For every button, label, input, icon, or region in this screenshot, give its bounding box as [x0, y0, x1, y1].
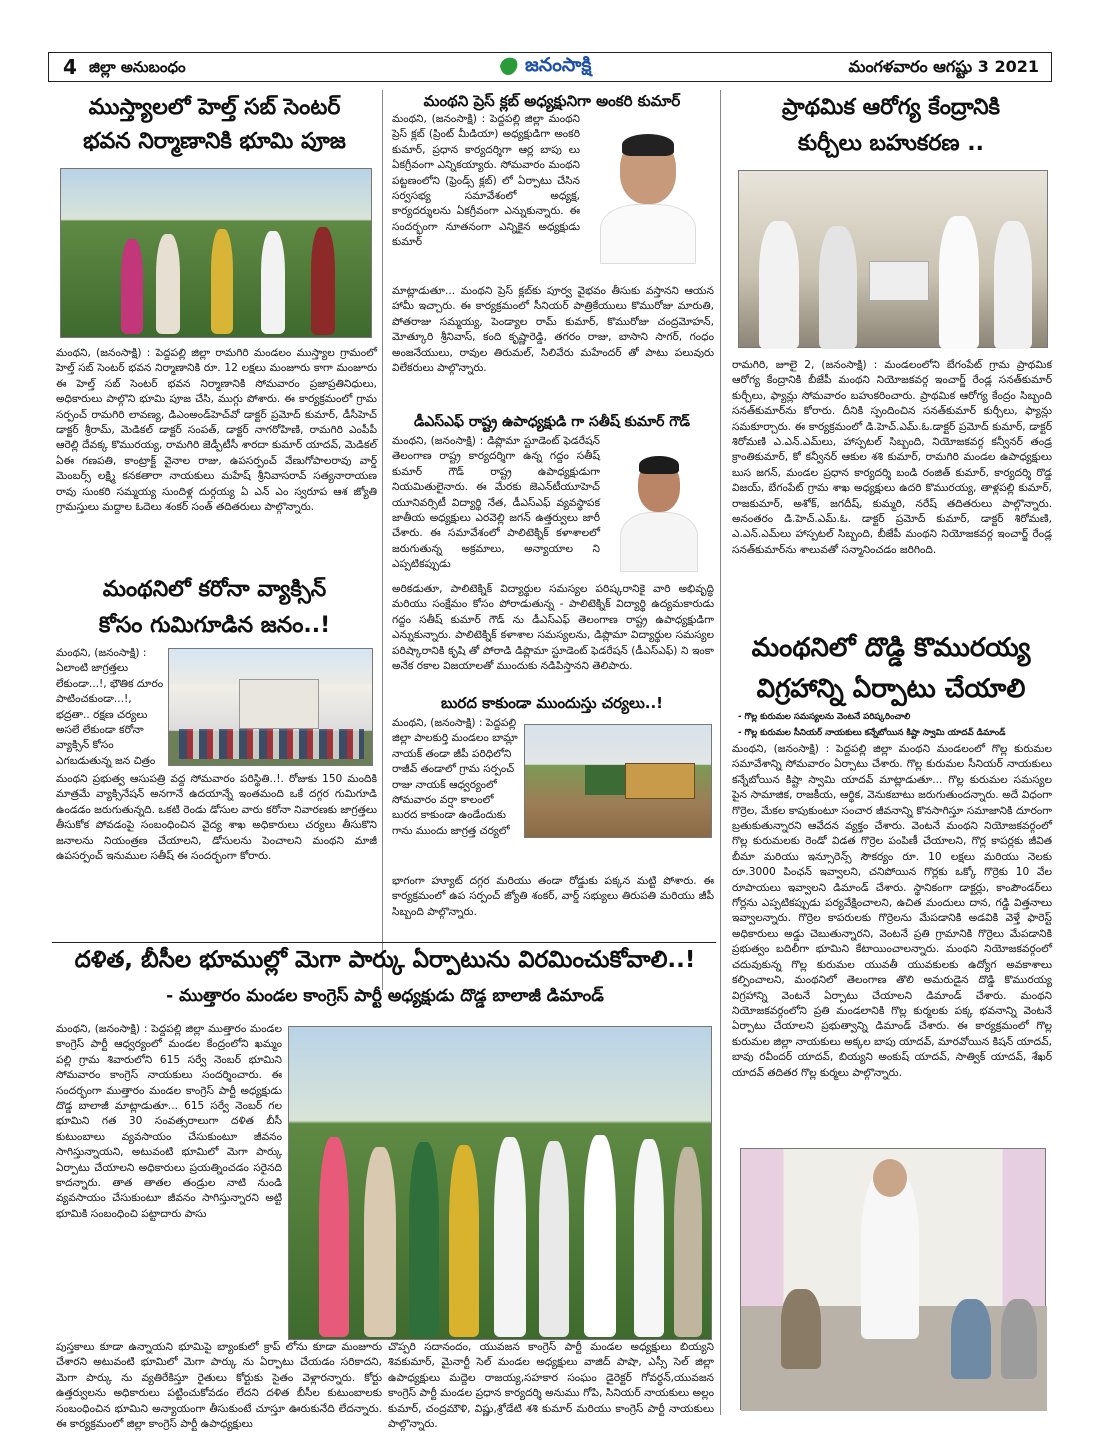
article-body: మంథని, (జనంసాక్షి) : డిప్లొమా స్టూడెంట్ ఫెడరేషన్ తెలంగాణ రాష్ట్ర కార్యదర్శిగా ఉన్న గద్దం సతీష్ కుమార్ గౌడ్ రాష్ట్ర ఉపాధ్యక్షుడుగా నియమితులైనారు. ఈ మేరకు జెఎన్‌టీయూహెచ్ యూనివర్సిటీ విద్యార్థి నేత, డీఎస్ఎఫ్ వ్యవస్థాపక జాతీయ అధ్యక్షులు ఎరవెల్లి జగన్ ఉత్తర్వులు జారీ చేశారు. ఈ సమావేశంలో పాలిటెక్నిక్ కళాశాలలో జరుగుతున్న అక్రమాలు, అన్యాయాల ని ఎప్పటికప్పుడు: [392, 435, 600, 571]
headline: డీఎస్ఎఫ్ రాష్ట్ర ఉపాధ్యక్షుడి గా సతీష్ కుమార్ గౌడ్: [413, 414, 691, 430]
headline: మంథని ప్రెస్ క్లబ్ అధ్యక్షునిగా అంకరి కుమార్: [423, 92, 681, 110]
headline-line: ప్రాథమిక ఆరోగ్య కేంద్రానికి: [781, 95, 1001, 120]
article-body: మంథని, (జనంసాక్షి) : పెద్దపల్లి జిల్లా ముత్తారం మండల కాంగ్రెస్ పార్టీ ఆధ్వర్యంలో మండల కేంద్రంలోని ఖమ్మం పల్లి గ్రామ శివారులోని 615 సర్వే నెంబర్ భూమిని సోమవారం కాంగ్రెస్ నాయకులు సందర్శించారు. ఈ సందర్భంగా ముత్తారం మండల కాంగ్రెస్ పార్టీ అధ్యక్షుడు దొడ్డ బాలాజీ మాట్లాడుతూ... 615 సర్వే నెంబర్ గల భూమిని గత 30 సంవత్సరాలుగా దళిత బీసీ కుటుంబాలు వ్యవసాయం చేసుకుంటూ జీవనం సాగిస్తున్నాయని, అటువంటి భూమిలో మెగా పార్కు ఏర్పాటు చేయాలని అధికారులు ప్రయత్నించడం సరైనది కాదన్నారు. తాత తాతల తండ్రుల నాటి నుండి వ్యవసాయం చేసుకుంటూ జీవనం సాగిస్తున్నారని అట్టి భూమికి సంబంధించి పట్టాదారు పాసు: [56, 1023, 282, 1220]
article-body: చొప్పరి సదానందం, యువజన కాంగ్రెస్ పార్టీ మండల అధ్యక్షులు బియ్యని శివకుమార్, మైనార్టీ సెల్ మండల అధ్యక్షులు వాజిద్ పాషా, ఎస్సీ సెల్ జిల్లా ఉపాధ్యక్షులు మద్దెల రాజయ్య,సహకార సంఘం డైరెక్టర్ గోవర్ధన్,యువజన కాంగ్రెస్ పార్టీ మండల ప్రధాన కార్యదర్శి అనుము గోపి, సినియర్ నాయకులు అల్లం కుమార్, చంద్రమౌళి, విష్ణు,శ్రోడేటి శశి కుమార్ మరియు కాంగ్రెస్ పార్టీ నాయకులు పాల్గొన్నారు.: [388, 1341, 714, 1431]
article-body: మంథని, (జనంసాక్షి) : పెద్దపల్లి జిల్లా మంథని మండలంలో గొల్ల కురుమల సమావేశాన్ని సోమవారం ఏర్పాటు చేశారు. గొల్ల కురుమల సీనియర్ నాయకులు కన్నేబోయిన కిష్టా స్వామి యాదవ్ మాట్లాడుతూ... గొల్ల కురుమల సమస్యల పైన సామాజిక, రాజకీయ, ఆర్థిక, వెనుకబాటు జరుగుతుందన్నారు. అదే విధంగా గొర్రెల, మేకల కాపుకుంటూ సంచార జీవనాన్ని కొనసాగిస్తూ సమాజానికి దూరంగా బ్రతుకుతున్నారని ఆవేదన వ్యక్తం చేశారు. వెంటనే మంథని నియోజకవర్గంలో గొల్ల కురుమలకు రెండో విడత గొర్రెల పంపిణీ చేయాలని, గొర్ల కాపర్లకు జీవిత బీమా మరియు ఇన్సూరెన్స్ సౌకర్యం రూ. 10 లక్షలు మరియు నెలకు రూ.3000 పింఛన్ ఇవ్వాలని, చనిపోయిన గొర్లకు ఒక్కో గొర్రెకు 10 వేల రూపాయలు ఇవ్వాలని డిమాండ్ చేశారు. స్థానికంగా డాక్టర్లు, కాంపౌండర్‌లు గోర్లను ఎప్పటికప్పుడు పర్యవేక్షించాలని, ఉచిత మందులు దాన, గడ్డి విత్తనాలు ఇవ్వాలన్నారు. గొర్రెల కాపరులకు గొర్రెలను మేపడానికి అడవికి వెళ్తే ఫారెస్ట్ అధికారులు అడ్డు చెబుతున్నారని, వెంటనే ప్రతి గ్రామానికి గొర్రెలు మేపడానికి ప్రభుత్వం బదిలీగా భూమిని కేటాయించాలన్నారు. మంథని నియోజకవర్గంలో చదువుకున్న గొల్ల కురుమల యువతీ యువకులకు ఉద్యోగ అవకాశాలు కల్పించాలని, మంథనిలో తెలంగాణ తొలి అమరుడైన దొడ్డి కొమురయ్య విగ్రహాన్ని వెంటనే ఏర్పాటు చేయాలని డిమాండ్ చేశారు. మంథని నియోజకవర్గంలోని ప్రతి మండలానికి గొల్ల కుర్మలకు పక్క భవనాన్ని వెంటనే ఏర్పాటు చేయాలని ప్రభుత్వాన్ని డిమాండ్ చేశారు. ఈ కార్యక్రమంలో గొల్ల కురుమల జిల్లా నాయకులు అక్కల బాపు యాదవ్, మారవోయిన కిషన్ యాదవ్, బావు రవీందర్ యాదవ్, బియ్యని అంకుష్ యాదవ్, సాత్విక్ యాదవ్, శేఖర్ యాదవ్ తదితర గొల్ల కుర్మలు పాల్గొన్నారు.: [732, 743, 1052, 1079]
headline-line: ముస్త్యాలలో హెల్త్ సబ్ సెంటర్: [88, 95, 341, 120]
headline: దళిత, బీసీల భూముల్లో మెగా పార్కు ఏర్పాటును విరమించుకోవాలి..!: [74, 947, 696, 973]
article-body: మాట్లాడుతూ... మంథని ప్రెస్ క్లబ్‌కు పూర్వ వైభవం తీసుకు వస్తానని ఆయన హామీ ఇచ్చారు. ఈ కార్యక్రమంలో సీనియర్ పాత్రికేయులు కొమురోజు మారుతి, పోతరాజు సమ్మయ్య, పెండ్యాల రామ్ కుమార్, కొమురోజు చంద్రమోహన్, మోత్కూరి శ్రీనివాస్, కంది కృష్ణారెడ్డి, తగరం రాజు, బాసాని సాగర్, గంధం అంజనేయులు, రావుల తిరుమల్, సిలివేరు మహేందర్ తో పాటు పలువురు విలేకరులు పాల్గొన్నారు.: [392, 285, 714, 375]
column-rule: [382, 90, 383, 990]
masthead-logo: [497, 54, 521, 78]
article-body: మంథని, (జనంసాక్షి) : ఏలాంటి జాగ్రత్తలు లేకుండా...!, భౌతిక దూరం పాటించకుండా...!, భద్రతా.. రక్షణ చర్యలు అసలే లేకుండా కరోనా వ్యాక్సిన్ కోసం ఎగబడుతున్న జన చిత్రం: [56, 647, 164, 767]
headline-line: కోసం గుమిగూడిన జనం..!: [98, 612, 331, 638]
news-photo: [60, 168, 372, 338]
issue-date: మంగళవారం ఆగష్టు 3 2021: [848, 57, 1039, 76]
divider: [52, 942, 716, 943]
news-photo: [524, 724, 712, 838]
article-body: మంథని, (జనంసాక్షి) : పెద్దపల్లి జిల్లా రామగిరి మండలం ముస్త్యాల గ్రామంలో హెల్త్ సబ్ సెంటర్ భవన నిర్మాణానికి రూ. 12 లక్షలు మంజూరు కాగా మంజూరు ఈ హెల్త్ సబ్ సెంటర్ భవన నిర్మాణానికి సోమవారం ప్రజాప్రతినిధులు, అధికారులు పాల్గొని భూమి పూజ చేసి, ముగ్గు పోశారు. ఈ కార్యక్రమంలో గ్రామ సర్పంచ్ రామగిరి లావణ్య, డిఎంఅండ్‌హెచ్‌వో డాక్టర్ ప్రమోద్ కుమార్, డీసీహెచ్ డాక్టర్ శ్రీరామ్, మెడికల్ డాక్టర్ సంపత్, డాక్టర్ నాగరోహిణి, రామగిరి ఎంపీపీ ఆరెల్లి దేవక్క కొమురయ్య, రామగిరి జెడ్పీటీసీ శారదా కుమార్ యాదవ్, మెడికల్ ఏఈ గణపతి, కాంట్రాక్ట్ వైనాల రాజు, ఉపసర్పంచ్ వేణుగోపాలరావు వార్డ్ మెంబర్స్ లక్ష్మి కనకతారా నాయకులు మహేష్ శ్రీనివాసరావ్ సత్యనారాయణ రావు సుంకరి సమ్మయ్య సుందిళ్ల దుర్గయ్య ఏ ఎన్ ఎం స్వరూప ఆశ జ్యోతి గ్రామస్తులు మద్దాల ఓదెలు శంకర్ సంత్ తదితరులు పాల్గొన్నారు.: [56, 347, 377, 514]
headline-line: భవన నిర్మాణానికి భూమి పూజ: [83, 128, 346, 154]
column-rule: [720, 90, 721, 1415]
headline: బురద కాకుండా ముందుస్తు చర్యలు..!: [440, 694, 664, 712]
headline-line: మంథనిలో కరోనా వ్యాక్సిన్: [102, 577, 327, 602]
headline-line: మంథనిలో దొడ్డి కొమురయ్య: [751, 633, 1031, 663]
news-photo: [288, 1026, 712, 1340]
section-title: జిల్లా అనుబంధం: [89, 58, 186, 76]
article-body: పుస్తకాలు కూడా ఉన్నాయని భూమిపై బ్యాంకులో క్రాప్ లోను కూడా మంజూరు చేశారని అటువంటి భూమిలో మెగా పార్కు ను ఏర్పాటు చేయడం సరికాదని, మెగా పార్కు ను వ్యతిరేకిస్తూ రైతులు కోర్టుకు సైతం వెళ్లారన్నారు. కోర్టు ఉత్తర్వులను అధికారులు పట్టించుకోవడం లేదని దళిత బీసీల కుటుంబాలకు సంబంధించిన భూమిని అన్యాయంగా తీసుకుంటే చూస్తూ ఊరుకునేది లేదన్నారు. ఈ కార్యక్రమంలో జిల్లా కాంగ్రెస్ పార్టీ ఉపాధ్యక్షులు: [56, 1341, 382, 1431]
masthead: జనంసాక్షి: [525, 54, 592, 76]
subheading: - గొల్ల కురుమల సీనియర్ నాయకులు కన్నేబోయిన కిష్టా స్వామి యాదవ్ డిమాండ్: [738, 728, 1006, 738]
subheading: - ముత్తారం మండల కాంగ్రెస్ పార్టీ అధ్యక్షుడు దొడ్డ బాలాజీ డిమాండ్: [166, 986, 604, 1006]
article-body: మంథని ప్రభుత్వ ఆసుపత్రి వద్ద సోమవారం పరిస్థితి..!. రోజుకు 150 మందికి మాత్రమే వ్యాక్సినేషన్ అనగానే ఉదయాన్నే ఇంతమంది ఒకే దగ్గర గుమిగూడి ఉండడం జరుగుతున్నది. ఒకటి రెండు డోసుల వారు కరోనా నివారణకు జాగ్రత్తలు తీసుకోక పోవడంపై సంబంధించిన వైద్య శాఖ అధికారులు చర్యలు తీసుకొని జనాలను నియంత్రణ చేయాలని, డోసులను పెంచాలని మంథని మాజీ ఉపసర్పంచ్ ఇనుముల సతీష్ ఈ సందర్భంగా కోరారు.: [56, 773, 377, 863]
portrait-photo: [586, 118, 710, 264]
headline-line: విగ్రహాన్ని ఏర్పాటు చేయాలి: [756, 673, 1026, 704]
page-number: 4: [63, 55, 77, 79]
headline: [726, 632, 1056, 705]
article-body: మంథని, (జనంసాక్షి) : పెద్దపల్లి జిల్లా మంథని ప్రెస్ క్లబ్ (ప్రింట్ మీడియా) అధ్యక్షుడిగా అంకరి కుమార్, ప్రధాన కార్యదర్శిగా ఆర్ల బాపు లు ఏకగ్రీవంగా ఎన్నికయ్యారు. సోమవారం మంథని పట్టణంలోని (ఫ్రెండ్స్ క్లబ్) లో ఏర్పాటు చేసిన సర్వసభ్య సమావేశంలో అధ్యక్ష, కార్యదర్శులను ఏకగ్రీవంగా ఎన్నుకున్నారు. ఈ సందర్భంగా నూతనంగా ఎన్నికైన అధ్యక్షుడు కుమార్: [392, 113, 580, 249]
news-photo: [738, 170, 1048, 348]
headline-line: కుర్చీలు బహుకరణ ..: [798, 130, 984, 156]
article-body: మంథని, (జనంసాక్షి) : పెద్దపల్లి జిల్లా పాలకుర్తి మండలం బామ్లా నాయక్ తండా జీపీ పరిధిలోని రాజీవ్ తండాలో గ్రామ సర్పంచ్ రాజు నాయక్ ఆధ్వర్యంలో సోమవారం వర్షా కాలంలో బురద కాకుండా ఉండేందుకు గాను ముందు జాగ్రత్త చర్యలో: [392, 717, 518, 837]
news-photo: [168, 648, 373, 766]
article-body: రామగిరి, జూలై 2, (జనంసాక్షి) : మండలంలోని బేగంపేట్ గ్రామ ప్రాథమిక ఆరోగ్య కేంద్రానికి బీజేపీ మంథని నియోజకవర్గ ఇంచార్జ్ రేండ్ల సనత్‌కుమార్ కుర్చీలు, ఫ్యాన్లు సోమవారం బహుకరించారు. ప్రాథమిక ఆరోగ్య కేంద్రం సిబ్బంది సనత్‌కుమార్‌ను కోరారు. దీనికి స్పందించిన సనత్‌కుమార్ కుర్చీలు, ఫ్యాన్లు సమకూర్చారు. ఈ కార్యక్రమంలో డి.హెచ్.ఎమ్.ఓ.డాక్టర్ ప్రమోద్ కుమార్, డాక్టర్ శిరోమణి ఎ.ఎన్.ఎమ్‌లు, హాస్పటల్ సిబ్బంది, నియోజకవర్గ కన్వీనర్ తండ్ర క్రాంతికుమార్, కో కన్వీనర్ ఆకుల శశి కుమార్, రామగిరి మండల ఉపాధ్యక్షులు బుస జగన్, మండల ప్రధాన కార్యదర్శి బండి రంజిత్ కుమార్, కార్యదర్శి రొడ్డ విజయ్, బేగంపేట్ గ్రామ శాఖ అధ్యక్షులు ఉదరి కొమురయ్య, తాళ్లపల్లి కుమార్, రాజకుమార్, అశోక్, జగదీష్, కుమ్మరి, నరేష్ తదితరులు పాల్గొన్నారు. అనంతరం డి.హెచ్.ఎమ్.ఓ. డాక్టర్ ప్రమోద్ కుమార్, డాక్టర్ శిరోమణి, ఎ.ఎన్.ఎమ్‌లు హాస్పటల్ సిబ్బంది, బీజేపీ మంథని నియోజకవర్గ ఇంచార్జ్ రేండ్ల సనత్‌కుమార్‌ను శాలువతో సన్మానించడం జరిగింది.: [732, 359, 1052, 556]
article-body: భాగంగా హ్యూట్ దగ్గర మరియు తండా రోడ్డుకు పక్కన మట్టి పోశారు. ఈ కార్యక్రమంలో ఉప సర్పంచ్ జ్యోతి శంకర్, వార్డ్ సభ్యులు తిరుపతి మరియు జీపీ సిబ్బంది పాల్గొన్నారు.: [392, 875, 714, 918]
page-header: [48, 52, 1052, 82]
subheading: - గొల్ల కురుమల సమస్యలను వెంటనే పరిష్కరించాలి: [738, 712, 911, 722]
headline: [726, 94, 1056, 157]
article-body: అరికడుతూ, పాలిటెక్నిక్ విద్యార్థుల సమస్యల పరిష్కరానికై వారి అభివృద్ధి మరియు సంక్షేమం కోసం పోరాడుతున్న - పాలిటెక్నిక్ విద్యార్థి ఉద్యమకారుడు గద్దం సతీష్ కుమార్ గౌడ్ ను డీఎస్ఎఫ్ తెలంగాణ రాష్ట్ర ఉపాధ్యక్షుడిగా ఎన్నుకున్నారు. పాలిటెక్నిక్ కళాశాల సమస్యలను, డిప్లొమా విద్యార్థుల సమస్యల పరిష్కారానికి కృషి తో పోరాడి డిప్లొమా స్టూడెంట్ ఫెడరేషన్ (డీఎస్ఎఫ్) ని ఇంకా అనేక రకాల విజయాలతో ముందుకు నడిపిస్తానని తెలిపారు.: [392, 583, 714, 673]
headline: [52, 94, 377, 155]
news-photo: [740, 1148, 1046, 1410]
portrait-photo: [606, 448, 712, 572]
headline: [52, 576, 377, 639]
